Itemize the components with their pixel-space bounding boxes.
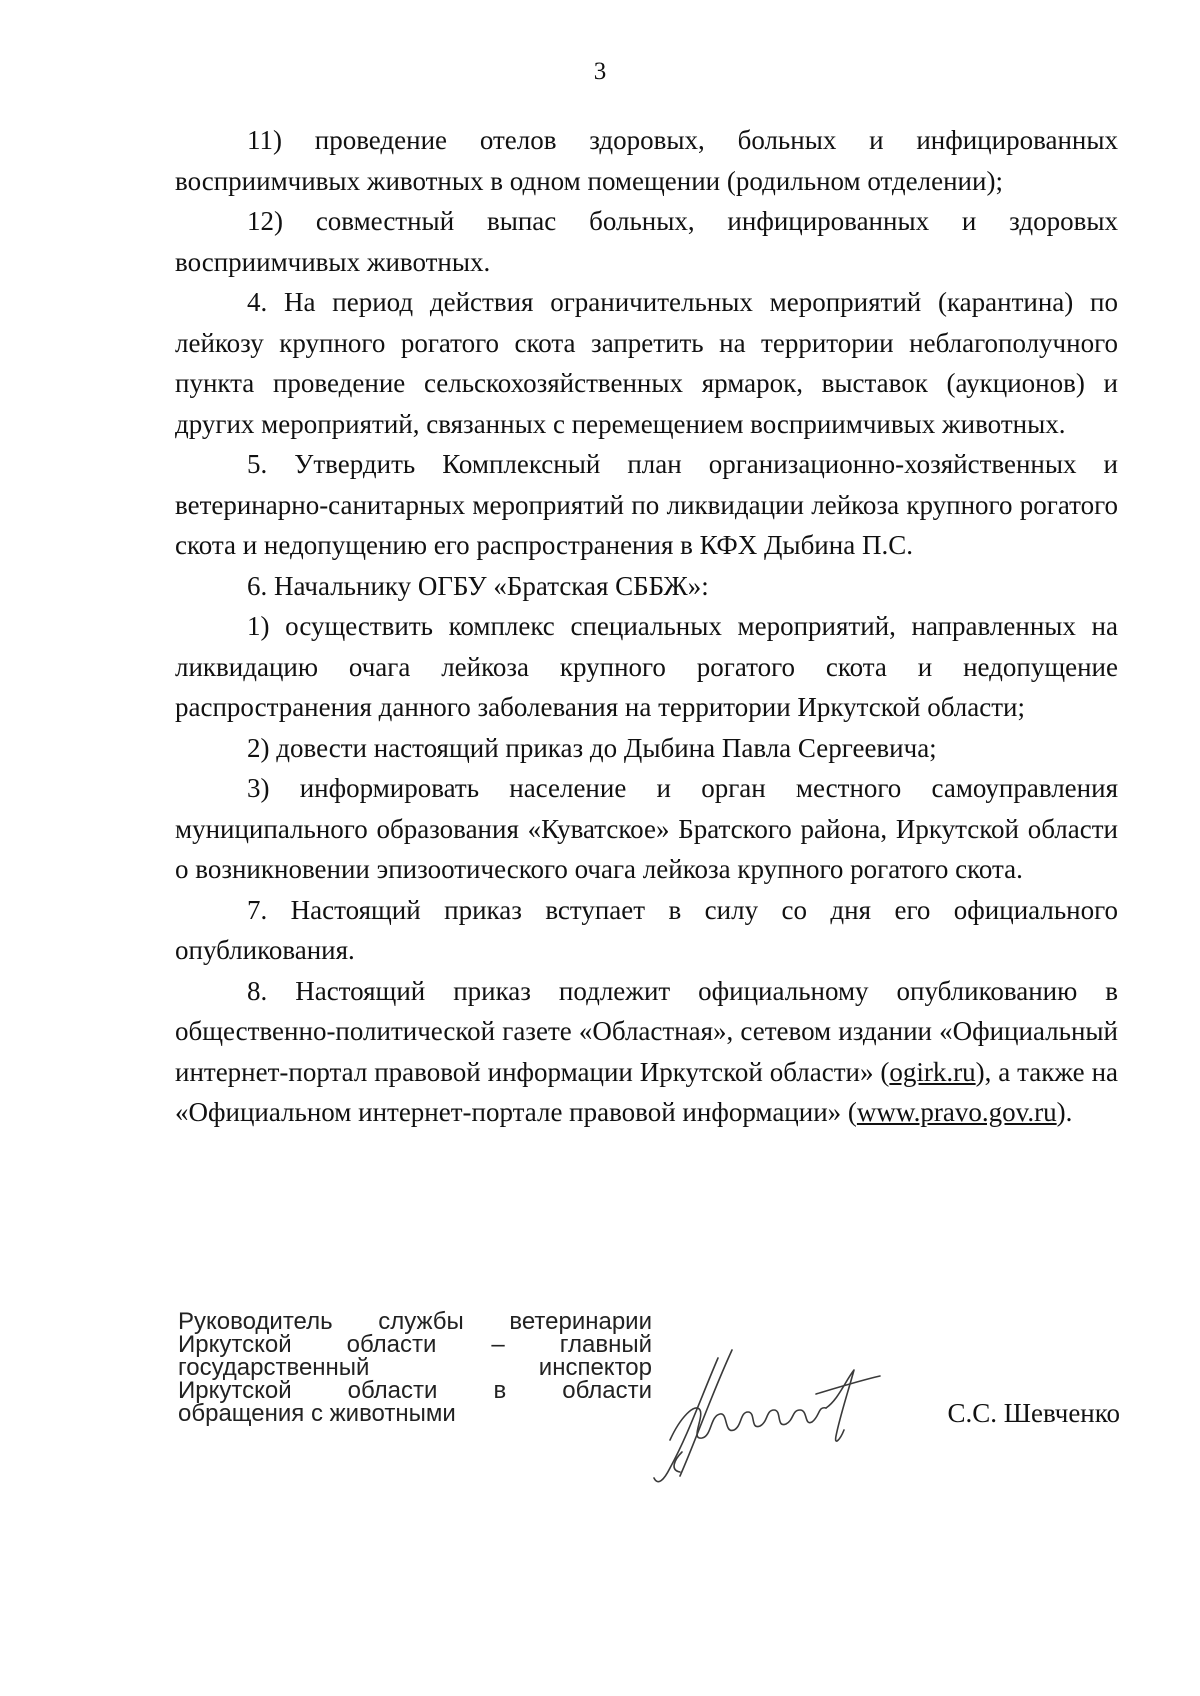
ogirk-link[interactable]: ogirk.ru <box>889 1056 976 1087</box>
signatory-title-line: Иркутской области – главный <box>178 1331 652 1358</box>
paragraph-6: 6. Начальнику ОГБУ «Братская СББЖ»: <box>247 570 709 601</box>
signer-name: С.С. Шевченко <box>947 1398 1120 1428</box>
signatory-title-line: обращения с животными <box>178 1400 456 1427</box>
signatory-title-line: государственный инспектор <box>178 1354 652 1381</box>
paragraph-7: 7. Настоящий приказ вступает в силу со дня его официального опубликования. <box>175 894 1118 965</box>
paragraph-8 <box>175 971 1118 1133</box>
paragraph-6-item-1: 1) осуществить комплекс специальных мероприятий, направленных на ликвидацию очага лейкоза крупного рогатого скота и недопущение распространения данного заболевания на территории Иркутской области; <box>175 611 1118 722</box>
paragraph-5: 5. Утвердить Комплексный план организационно-хозяйственных и ветеринарно-санитарных мероприятий по ликвидации лейкоза крупного рогатого скота и недопущению его распространения в КФХ Дыбина П.С. <box>175 449 1118 560</box>
paragraph-8-text-a: 8. Настоящий приказ подлежит официальному опубликованию в общественно-политической газете «Областная», сетевом издании «Официальный интернет-портал правовой информации Иркутской области» ( <box>175 975 1118 1087</box>
signatory-title <box>178 1310 652 1425</box>
signatory-title-line: Руководитель службы ветеринарии <box>178 1308 652 1335</box>
paragraph-8-text-b: ), а также на «Официальном интернет-портале правовой информации» ( <box>175 1056 1118 1127</box>
paragraph-6-item-2: 2) довести настоящий приказ до Дыбина Павла Сергеевича; <box>247 732 937 763</box>
paragraph-4: 4. На период действия ограничительных мероприятий (карантина) по лейкозу крупного рогатого скота запретить на территории неблагополучного пункта проведение сельскохозяйственных ярмарок, выставок (аукционов) и других мероприятий, связанных с перемещением восприимчивых животных. <box>175 287 1118 439</box>
handwritten-signature <box>640 1340 920 1490</box>
paragraph-8-text-c: ). <box>1056 1097 1073 1127</box>
page-number: 3 <box>593 58 607 85</box>
paragraph-item-12: 12) совместный выпас больных, инфицированных и здоровых восприимчивых животных. <box>175 206 1118 277</box>
document-body <box>175 120 1118 1133</box>
pravo-link[interactable]: www.pravo.gov.ru <box>856 1097 1057 1127</box>
paragraph-item-11: 11) проведение отелов здоровых, больных и инфицированных восприимчивых животных в одном помещении (родильном отделении); <box>175 125 1118 196</box>
paragraph-6-item-3: 3) информировать население и орган местного самоуправления муниципального образования «Куватское» Братского района, Иркутской области о возникновении эпизоотического очага лейкоза крупного рогатого скота. <box>175 773 1118 884</box>
signatory-title-line: Иркутской области в области <box>178 1377 652 1404</box>
